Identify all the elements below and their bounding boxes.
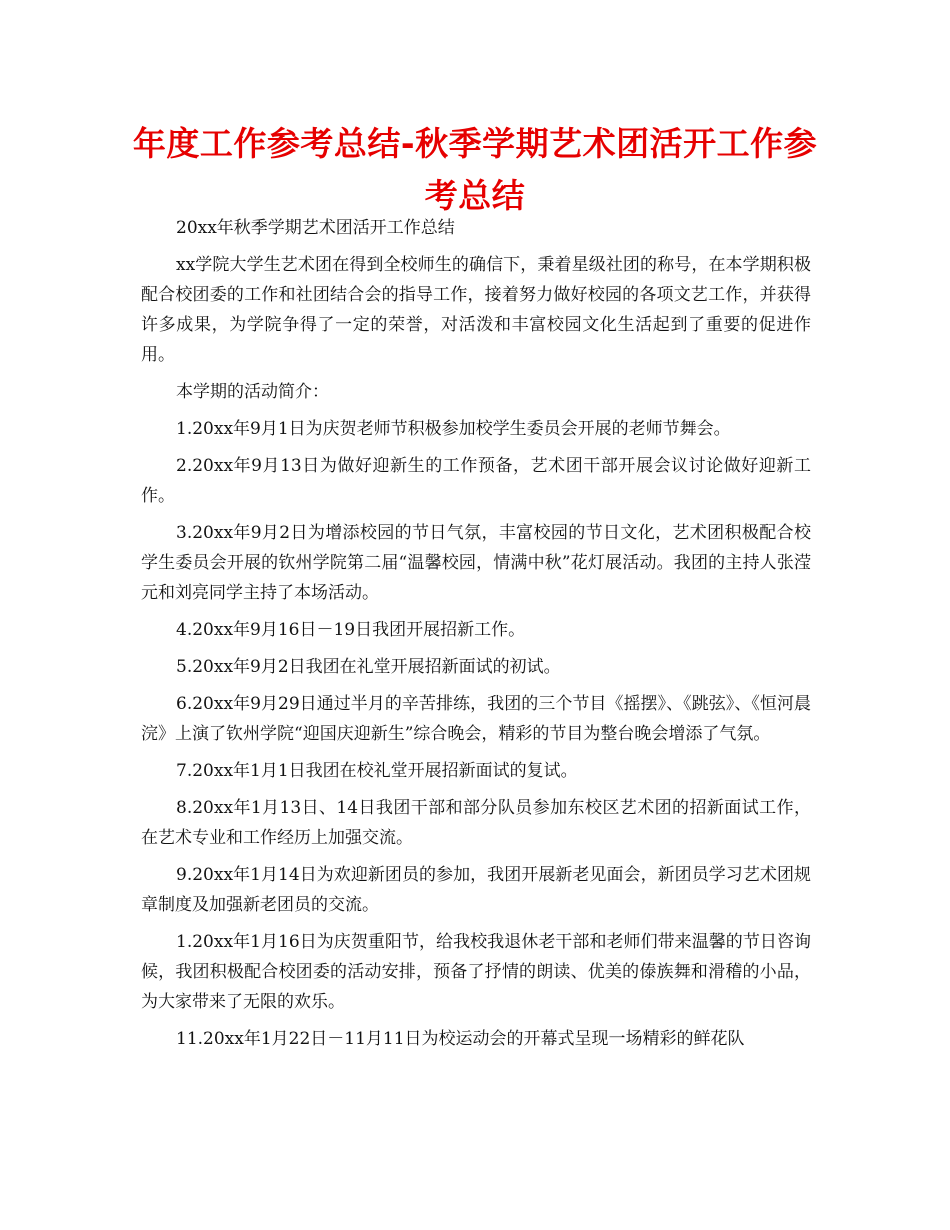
document-title: 年度工作参考总结-秋季学期艺术团活开工作参考总结 xyxy=(132,124,818,215)
activity-item: 11.20xx年1月22日－11月11日为校运动会的开幕式呈现一场精彩的鲜花队 xyxy=(176,1029,745,1049)
activity-item: 3.20xx年9月2日为增添校园的节日气氛，丰富校园的节日文化，艺术团积极配合校学生委员会开展的钦州学院第二届“温馨校园，情满中秋”花灯展活动。我团的主持人张滢元和刘亮同学主持了本场活动。 xyxy=(141,523,811,603)
document-body xyxy=(141,213,811,1061)
activity-item: 5.20xx年9月2日我团在礼堂开展招新面试的初试。 xyxy=(176,657,561,677)
activity-item: 7.20xx年1月1日我团在校礼堂开展招新面试的复试。 xyxy=(176,761,578,781)
activity-item: 1.20xx年1月16日为庆贺重阳节，给我校我退休老干部和老师们带来温馨的节日咨询候，我团积极配合校团委的活动安排，预备了抒情的朗读、优美的傣族舞和滑稽的小品，为大家带来了无限的欢乐。 xyxy=(141,932,811,1012)
subtitle-paragraph: 20xx年秋季学期艺术团活开工作总结 xyxy=(176,218,455,238)
activity-item: 6.20xx年9月29日通过半月的辛苦排练，我团的三个节目《摇摆》、《跳弦》、《恒河晨浣》上演了钦州学院“迎国庆迎新生”综合晚会，精彩的节目为整台晚会增添了气氛。 xyxy=(141,694,811,744)
activity-item: 4.20xx年9月16日－19日我团开展招新工作。 xyxy=(176,620,526,640)
section-heading: 本学期的活动简介： xyxy=(176,382,329,402)
activity-item: 2.20xx年9月13日为做好迎新生的工作预备，艺术团干部开展会议讨论做好迎新工作。 xyxy=(141,456,811,506)
activity-item: 9.20xx年1月14日为欢迎新团员的参加，我团开展新老见面会，新团员学习艺术团规章制度及加强新老团员的交流。 xyxy=(141,865,811,915)
intro-paragraph: xx学院大学生艺术团在得到全校师生的确信下，秉着星级社团的称号，在本学期积极配合校团委的工作和社团结合会的指导工作，接着努力做好校园的各项文艺工作，并获得许多成果，为学院争得了一定的荣誉，对活泼和丰富校园文化生活起到了重要的促进作用。 xyxy=(141,255,811,365)
activity-item: 8.20xx年1月13日、14日我团干部和部分队员参加东校区艺术团的招新面试工作，在艺术专业和工作经历上加强交流。 xyxy=(141,798,811,848)
activity-item: 1.20xx年9月1日为庆贺老师节积极参加校学生委员会开展的老师节舞会。 xyxy=(176,419,731,439)
